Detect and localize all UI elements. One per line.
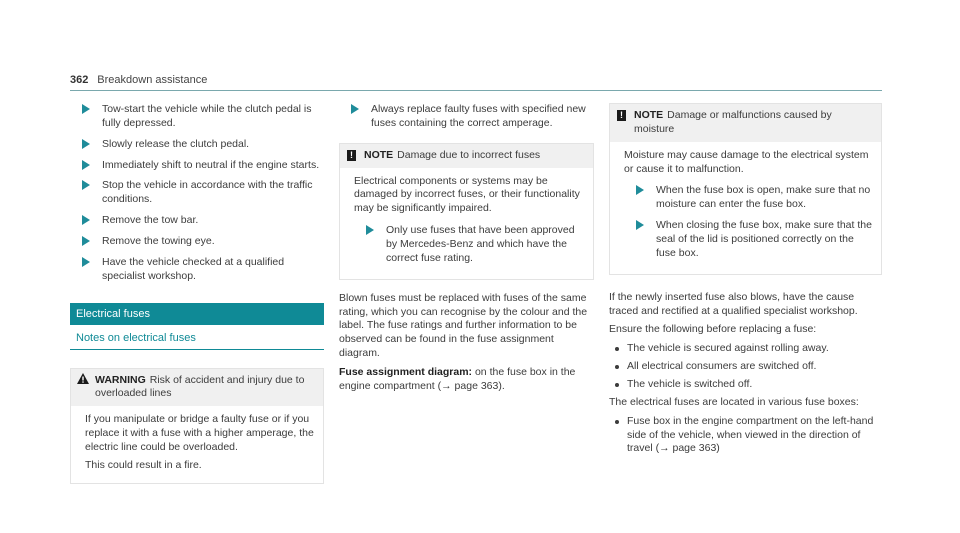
fuse-diagram-text: on the fuse box in the engine compartment (→ page 363).: [339, 366, 576, 392]
note-box: [609, 103, 882, 275]
exclamation-icon: !: [617, 110, 626, 121]
arrow-icon: [82, 104, 90, 114]
arrow-icon: [366, 225, 374, 235]
warning-text: This could result in a fire.: [85, 458, 202, 471]
note-header: [340, 144, 593, 168]
step-item: When the fuse box is open, make sure that no moisture can enter the fuse box.: [624, 184, 873, 212]
warning-keyword: WARNING: [95, 373, 146, 386]
section-name: Breakdown assistance: [97, 74, 208, 86]
bullet-icon: [615, 383, 619, 387]
list-item: The vehicle is switched off.: [609, 378, 882, 392]
fuse-diagram-ref: [339, 366, 594, 394]
note-title: Damage or malfunctions caused by moisture: [634, 109, 832, 135]
note-text: Moisture may cause damage to the electrical system or cause it to malfunction.: [624, 148, 869, 175]
note-header: [610, 104, 881, 142]
fuse-paragraph: Blown fuses must be replaced with fuses of the same rating, which you can recognise by the colour and the label. The fuse ratings and further information to be observed can be found in the fuse assignment diagram.: [339, 291, 588, 360]
page-header: [70, 73, 882, 91]
warning-text: If you manipulate or bridge a faulty fuse or if you replace it with a fuse with a higher amperage, the electric line could be overloaded.: [85, 413, 314, 454]
column-3: [609, 103, 882, 460]
step-item: Remove the tow bar.: [70, 214, 324, 228]
paragraph: If the newly inserted fuse also blows, have the cause traced and rectified at a qualified specialist workshop.: [609, 290, 858, 317]
step-item: Immediately shift to neutral if the engine starts.: [70, 159, 324, 173]
paragraph: Ensure the following before replacing a fuse:: [609, 323, 817, 336]
column-2: [339, 103, 594, 399]
note-body: [340, 168, 593, 279]
arrow-icon: [82, 139, 90, 149]
note-keyword: NOTE: [364, 148, 394, 161]
arrow-icon: [82, 180, 90, 190]
list-item: The vehicle is secured against rolling away.: [609, 342, 882, 356]
page-number: 362: [70, 74, 89, 86]
bullet-icon: [615, 347, 619, 351]
arrow-icon: [636, 220, 644, 230]
step-item: Stop the vehicle in accordance with the traffic conditions.: [70, 179, 324, 207]
note-text: Electrical components or systems may be damaged by incorrect fuses, or their functionality may be significantly impaired.: [354, 174, 580, 215]
note-keyword: NOTE: [634, 109, 664, 121]
step-item: Have the vehicle checked at a qualified specialist workshop.: [70, 256, 324, 284]
arrow-icon: [82, 160, 90, 170]
arrow-icon: [636, 185, 644, 195]
section-title: Electrical fuses: [70, 303, 324, 326]
subsection-title: Notes on electrical fuses: [70, 325, 324, 350]
warning-box: [70, 368, 324, 484]
arrow-icon: [82, 215, 90, 225]
note-box: [339, 143, 594, 280]
note-body: [610, 142, 881, 274]
step-item: When closing the fuse box, make sure that the seal of the lid is positioned correctly on the fuse box.: [624, 219, 873, 261]
paragraph: The electrical fuses are located in various fuse boxes:: [609, 395, 859, 408]
note-title: Damage due to incorrect fuses: [397, 148, 541, 161]
arrow-icon: [82, 236, 90, 246]
bullet-icon: [615, 420, 619, 424]
arrow-icon: [351, 104, 359, 114]
warning-triangle-icon: [77, 373, 89, 384]
arrow-icon: [82, 257, 90, 267]
list-item: All electrical consumers are switched off.: [609, 360, 882, 374]
fuse-diagram-label: Fuse assignment diagram:: [339, 366, 473, 379]
column-1: [70, 103, 324, 484]
warning-header: [71, 369, 323, 407]
step-item: Remove the towing eye.: [70, 235, 324, 249]
exclamation-icon: !: [347, 150, 356, 161]
step-item: Always replace faulty fuses with specified new fuses containing the correct amperage.: [339, 103, 594, 131]
step-item: Only use fuses that have been approved by Mercedes-Benz and which have the correct fuse rating.: [354, 224, 585, 266]
step-item: Tow-start the vehicle while the clutch pedal is fully depressed.: [70, 103, 324, 131]
list-item: Fuse box in the engine compartment on the left-hand side of the vehicle, when viewed in the direction of travel (→ page 363): [609, 415, 882, 457]
warning-title: Risk of accident and injury due to overloaded lines: [95, 373, 305, 400]
step-item: Slowly release the clutch pedal.: [70, 138, 324, 152]
bullet-icon: [615, 365, 619, 369]
warning-body: [71, 406, 323, 482]
